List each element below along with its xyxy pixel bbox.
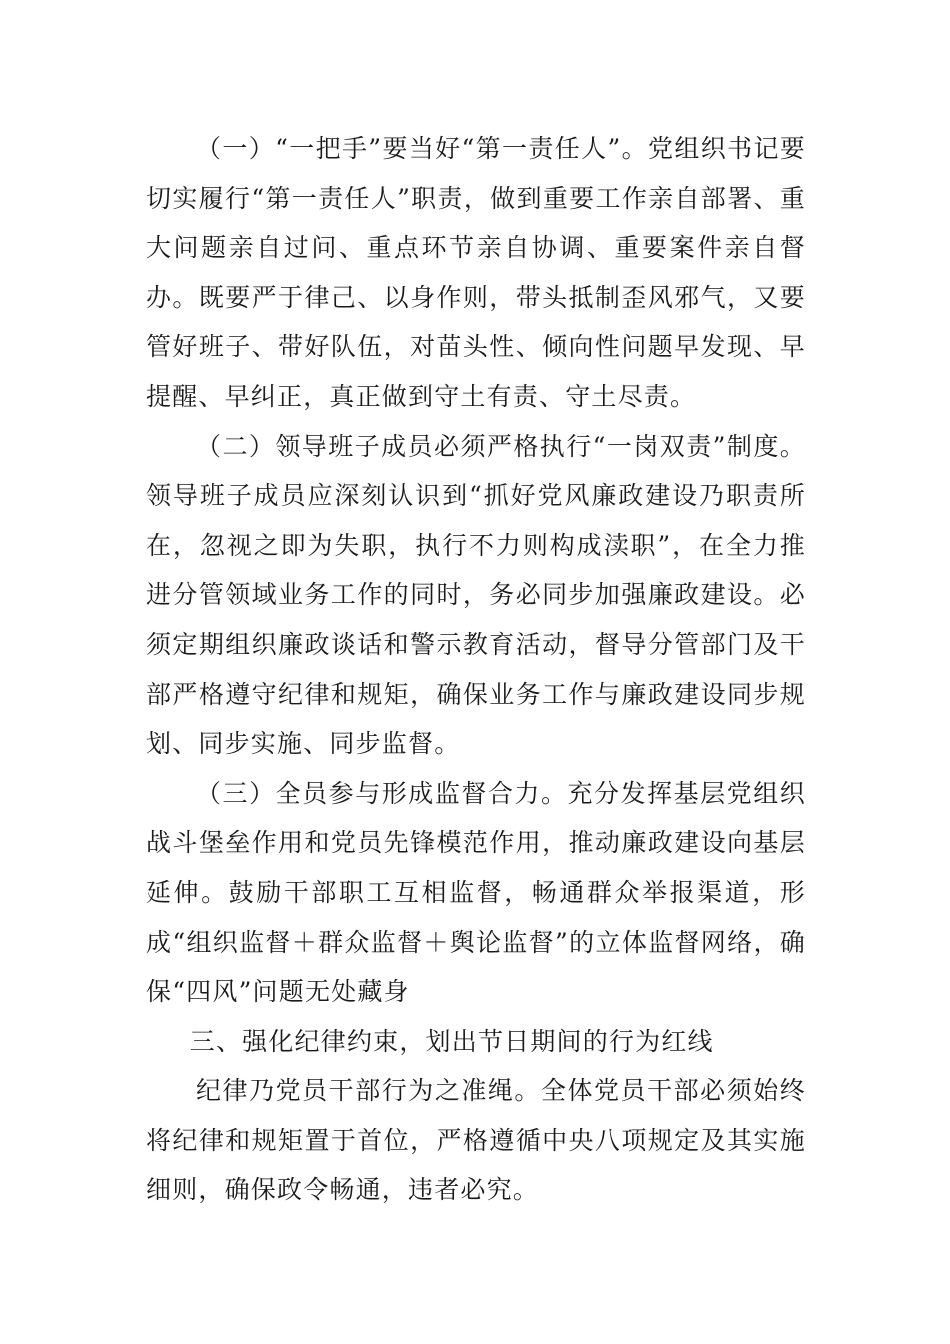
paragraph-joint-supervision: （三）全员参与形成监督合力。充分发挥基层党组织战斗堡垒作用和党员先锋模范作用，推动廉政建设向基层延伸。鼓励干部职工互相监督，畅通群众举报渠道，形成“组织监督＋群众监督＋舆论监督”的立体监督网络，确保“四风”问题无处藏身 <box>146 778 806 1007</box>
paragraph-dual-responsibility: （二）领导班子成员必须严格执行“一岗双责”制度。领导班子成员应深刻认识到“抓好党风廉政建设乃职责所在，忽视之即为失职，执行不力则构成渎职”，在全力推进分管领域业务工作的同时，务必同步加强廉政建设。必须定期组织廉政谈话和警示教育活动，督导分管部门及干部严格遵守纪律和规矩，确保业务工作与廉政建设同步规划、同步实施、同步监督。 <box>146 431 806 759</box>
paragraph-first-responsible: （一）“一把手”要当好“第一责任人”。党组织书记要切实履行“第一责任人”职责，做到重要工作亲自部署、重大问题亲自过问、重点环节亲自协调、重要案件亲自督办。既要严于律己、以身作则，带头抵制歪风邪气，又要管好班子、带好队伍，对苗头性、倾向性问题早发现、早提醒、早纠正，真正做到守土有责、守土尽责。 <box>146 134 806 411</box>
document-body <box>146 124 806 1215</box>
paragraph-discipline: 纪律乃党员干部行为之准绳。全体党员干部必须始终将纪律和规矩置于首位，严格遵循中央八项规定及其实施细则，确保政令畅通，违者必究。 <box>146 1076 806 1205</box>
section-heading: 三、强化纪律约束，划出节日期间的行为红线 <box>189 1026 714 1056</box>
